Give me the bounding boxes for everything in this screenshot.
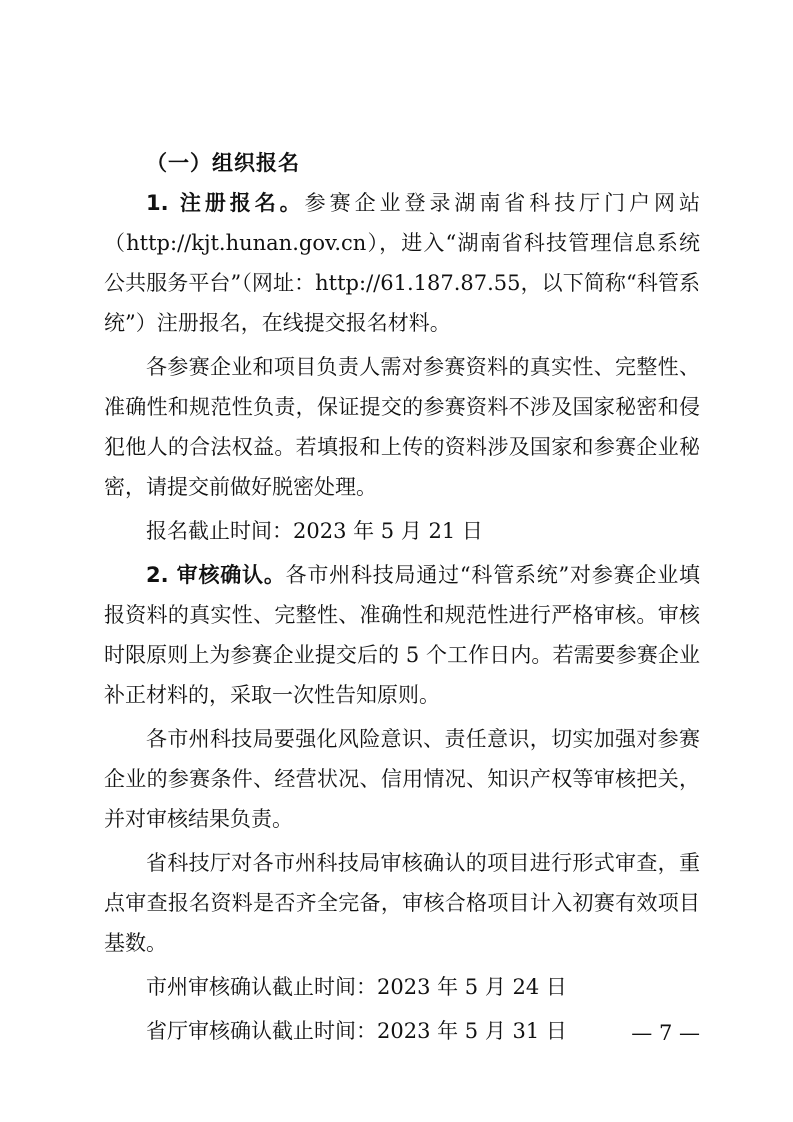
register-deadline: 报名截止时间：2023 年 5 月 21 日 [146, 519, 483, 543]
province-review-paragraph: 省科技厅对各市州科技局审核确认的项目进行形式审查，重点审查报名资料是否齐全完备，审核合格项目计入初赛有效项目基数。 [104, 851, 700, 955]
item-1-paragraph [104, 183, 700, 343]
city-review-paragraph: 各市州科技局要强化风险意识、责任意识，切实加强对参赛企业的参赛条件、经营状况、信用情况、知识产权等审核把关，并对审核结果负责。 [104, 727, 700, 831]
province-review-deadline: 省厅审核确认截止时间：2023 年 5 月 31 日 [146, 1019, 567, 1043]
city-review-deadline: 市州审核确认截止时间：2023 年 5 月 24 日 [146, 975, 567, 999]
item-1-lead: 1. 注册报名。 [146, 191, 305, 215]
item-1-text: 参赛企业登录湖南省科技厅门户网站（http://kjt.hunan.gov.cn），进入“湖南省科技管理信息系统公共服务平台”（网址：http://61.187.87.55，以下简称“科管系统”）注册报名，在线提交报名材料。 [104, 191, 701, 335]
responsibility-paragraph: 各参赛企业和项目负责人需对参赛资料的真实性、完整性、准确性和规范性负责，保证提交的参赛资料不涉及国家秘密和侵犯他人的合法权益。若填报和上传的资料涉及国家和参赛企业秘密，请提交前做好脱密处理。 [104, 355, 700, 499]
page-number: — 7 — [631, 1021, 700, 1045]
item-2-text: 各市州科技局通过“科管系统”对参赛企业填报资料的真实性、完整性、准确性和规范性进行严格审核。审核时限原则上为参赛企业提交后的 5 个工作日内。若需要参赛企业补正材料的，采取一次性告知原则。 [104, 563, 700, 707]
item-2-lead: 2. 审核确认。 [146, 563, 286, 587]
document-body [104, 143, 700, 1051]
section-heading: （一）组织报名 [146, 151, 300, 175]
item-2-paragraph [104, 555, 700, 715]
